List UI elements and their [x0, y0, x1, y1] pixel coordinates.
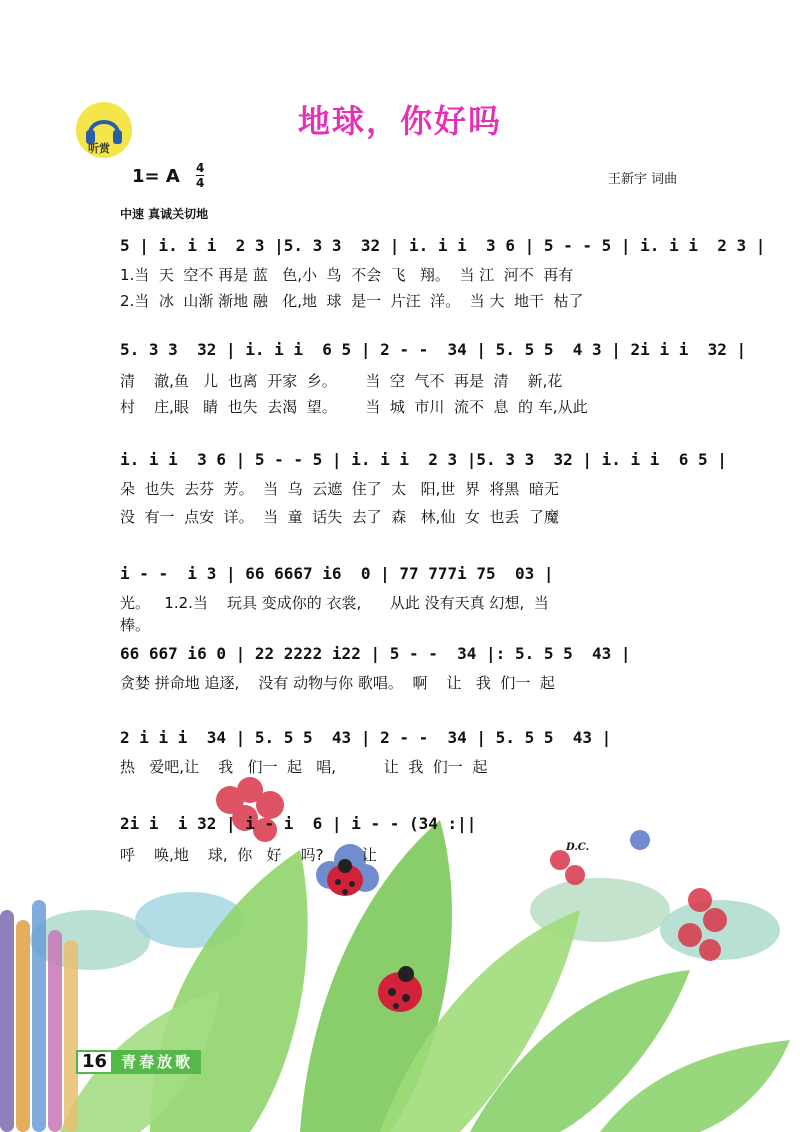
da-capo-mark: D.C.	[566, 842, 590, 853]
lyric-line-5: 贪婪 拼命地 追逐, 没有 动物与你 歌唱。 啊 让 我 们一 起	[120, 674, 555, 692]
lyric-line-4a: 光。 1.2.当 玩具 变成你的 衣裳, 从此 没有天真 幻想, 当	[120, 594, 549, 612]
page-number: 16	[76, 1050, 113, 1074]
lyric-line-2a: 清 澈,鱼 儿 也离 开家 乡。 当 空 气不 再是 清 新,花	[120, 372, 563, 390]
tempo-marking: 中速 真诚关切地	[120, 207, 209, 221]
lyric-line-3b: 没 有一 点安 详。 当 童 话失 去了 森 林,仙 女 也丢 了魔	[120, 508, 559, 526]
notation-line-4: i - - i 3 | 66 6667 i6 0 | 77 777i 75 03 |	[120, 564, 554, 583]
lyric-line-2b: 村 庄,眼 睛 也失 去渴 望。 当 城 市川 流不 息 的 车,从此	[120, 398, 588, 416]
lyric-line-1a: 1.当 天 空不 再是 蓝 色,小 鸟 不会 飞 翔。 当 江 河不 再有	[120, 266, 574, 284]
lyric-line-1b: 2.当 冰 山渐 渐地 融 化,地 球 是一 片汪 洋。 当 大 地干 枯了	[120, 292, 584, 310]
book-title: 青春放歌	[113, 1050, 201, 1074]
time-top: 4	[196, 161, 205, 175]
notation-line-3: i. i i 3 6 | 5 - - 5 | i. i i 2 3 |5. 3 3 32 | i. i i 6 5 |	[120, 450, 727, 469]
lyric-line-3a: 朵 也失 去芬 芳。 当 乌 云遮 住了 太 阳,世 界 将黑 暗无	[120, 480, 559, 498]
time-bottom: 4	[196, 176, 205, 190]
song-title: 地球，你好吗	[297, 102, 502, 140]
time-signature	[196, 162, 204, 189]
lyric-line-4b: 棒。	[120, 616, 151, 634]
page-footer	[76, 1050, 201, 1074]
lyric-line-7: 呼 唤,地 球, 你 好 吗? 让	[120, 846, 377, 864]
notation-line-5: 66 667 i6 0 | 22 2222 i22 | 5 - - 34 |: 5. 5 5 43 |	[120, 644, 631, 663]
notation-line-6: 2 i i i 34 | 5. 5 5 43 | 2 - - 34 | 5. 5 5 43 |	[120, 728, 612, 747]
notation-line-7: 2i i i 32 | i - i 6 | i - - (34 :||	[120, 814, 477, 833]
badge-label: 听赏	[88, 142, 110, 155]
credits: 王新宇 词曲	[608, 172, 678, 187]
notation-line-2: 5. 3 3 32 | i. i i 6 5 | 2 - - 34 | 5. 5 5 4 3 | 2i i i 32 |	[120, 340, 747, 359]
key-signature: 1= A	[132, 166, 180, 187]
notation-line-1: 5 | i. i i 2 3 |5. 3 3 32 | i. i i 3 6 | 5 - - 5 | i. i i 2 3 |	[120, 236, 766, 255]
lyric-line-6: 热 爱吧,让 我 们一 起 唱, 让 我 们一 起	[120, 758, 488, 776]
